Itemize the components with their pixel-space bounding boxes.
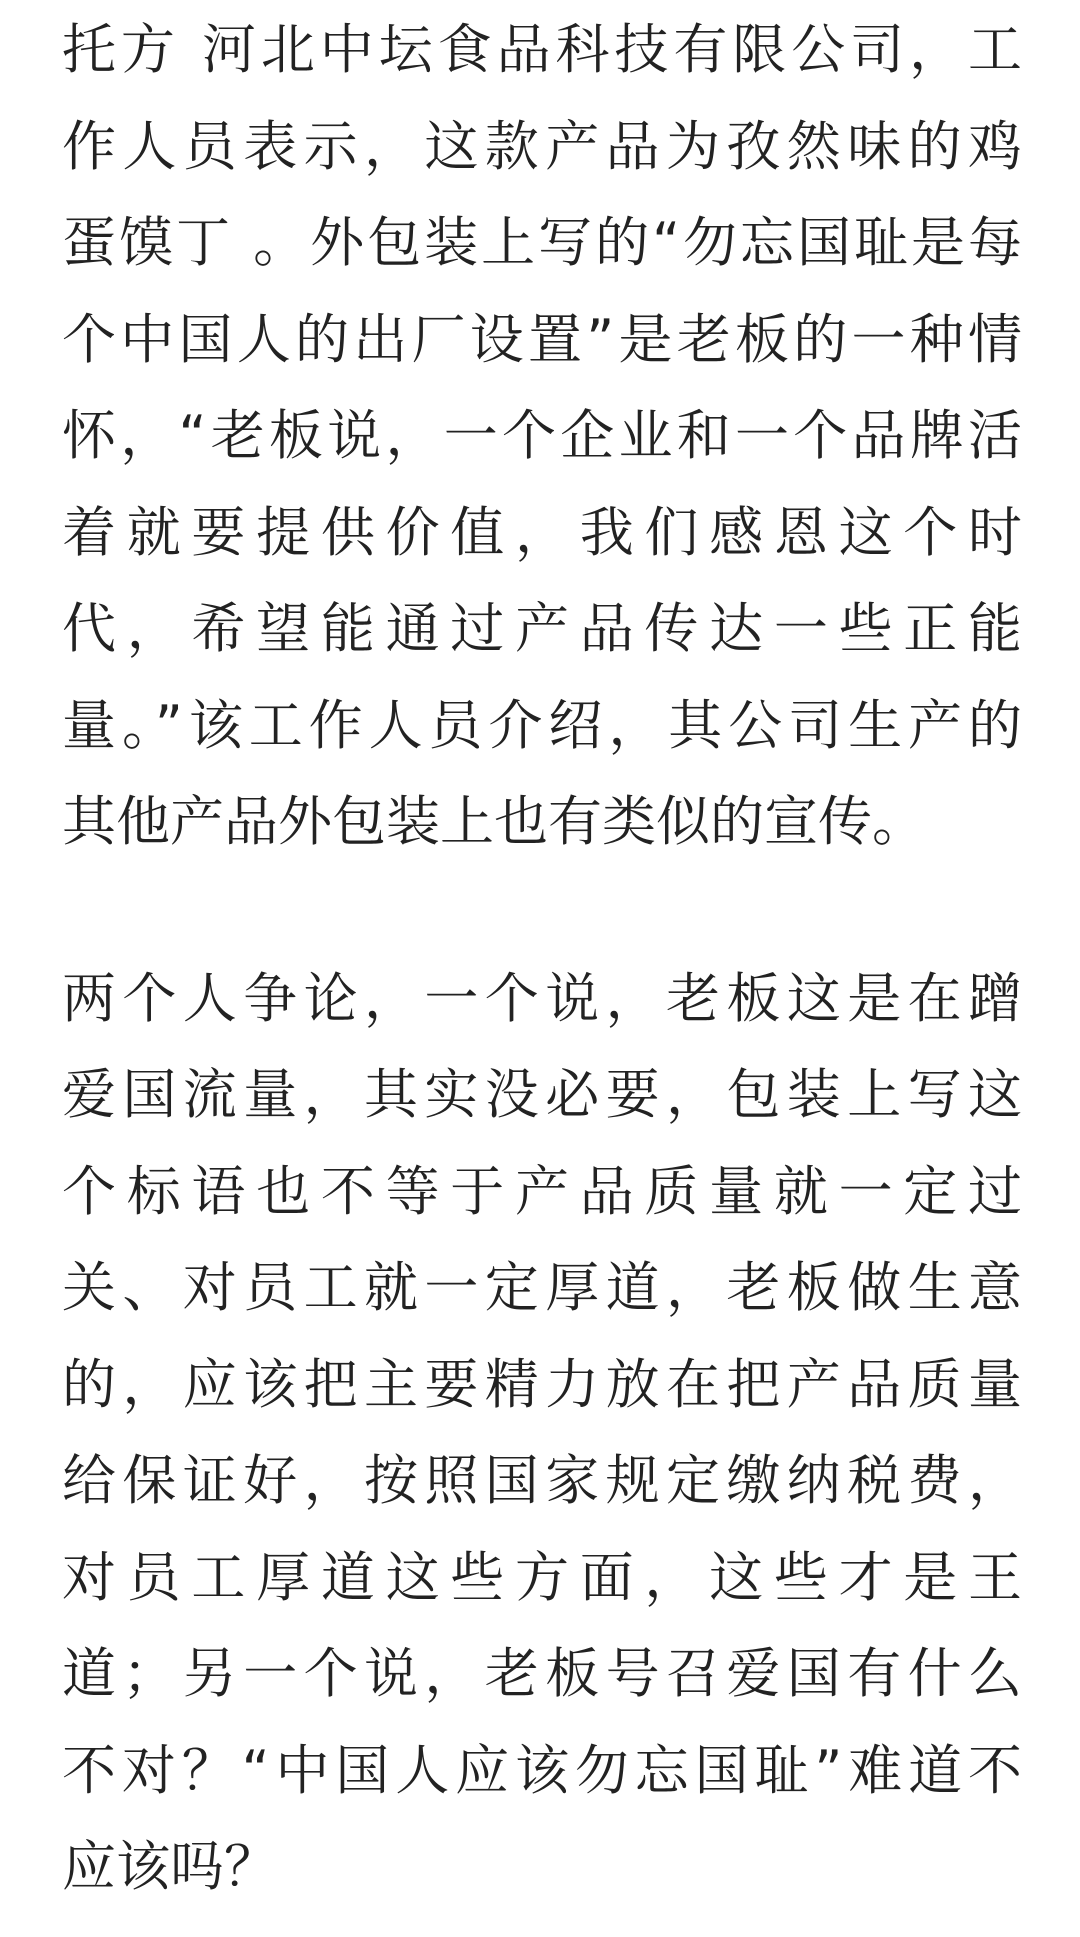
text-line: 蛋馍丁 。外包装上写的“勿忘国耻是每 (62, 211, 1022, 274)
text-line: 不对？“中国人应该勿忘国耻”难道不 (62, 1738, 1022, 1802)
text-line: 关、对员工就一定厚道，老板做生意 (62, 1256, 1022, 1319)
text-line: 道；另一个说，老板号召爱国有什么 (62, 1642, 1022, 1705)
text-line: 作人员表示，这款产品为孜然味的鸡 (62, 114, 1022, 178)
text-line: 对员工厚道这些方面，这些才是王 (62, 1545, 1022, 1609)
paragraph-1 (62, 2, 1022, 871)
text-line: 托方 河北中坛食品科技有限公司，工 (62, 18, 1022, 81)
text-line: 代，希望能通过产品传达一些正能 (62, 597, 1022, 660)
text-line: 个中国人的出厂设置”是老板的一种情 (62, 307, 1022, 371)
text-line: 着就要提供价值，我们感恩这个时 (62, 500, 1022, 564)
text-line: 的，应该把主要精力放在把产品质量 (62, 1352, 1022, 1416)
text-line: 其他产品外包装上也有类似的宣传。 (62, 790, 926, 853)
text-line: 两个人争论，一个说，老板这是在蹭 (62, 966, 1022, 1030)
text-line: 应该吗？ (62, 1835, 278, 1898)
paragraph-2 (62, 951, 1022, 1916)
text-line: 量。”该工作人员介绍，其公司生产的 (62, 693, 1022, 757)
text-line: 怀，“老板说，一个企业和一个品牌活 (62, 404, 1022, 467)
text-line: 爱国流量，其实没必要，包装上写这 (62, 1063, 1022, 1126)
article-body (62, 0, 1022, 1916)
text-line: 给保证好，按照国家规定缴纳税费， (62, 1449, 1022, 1512)
text-line: 个标语也不等于产品质量就一定过 (62, 1159, 1022, 1223)
